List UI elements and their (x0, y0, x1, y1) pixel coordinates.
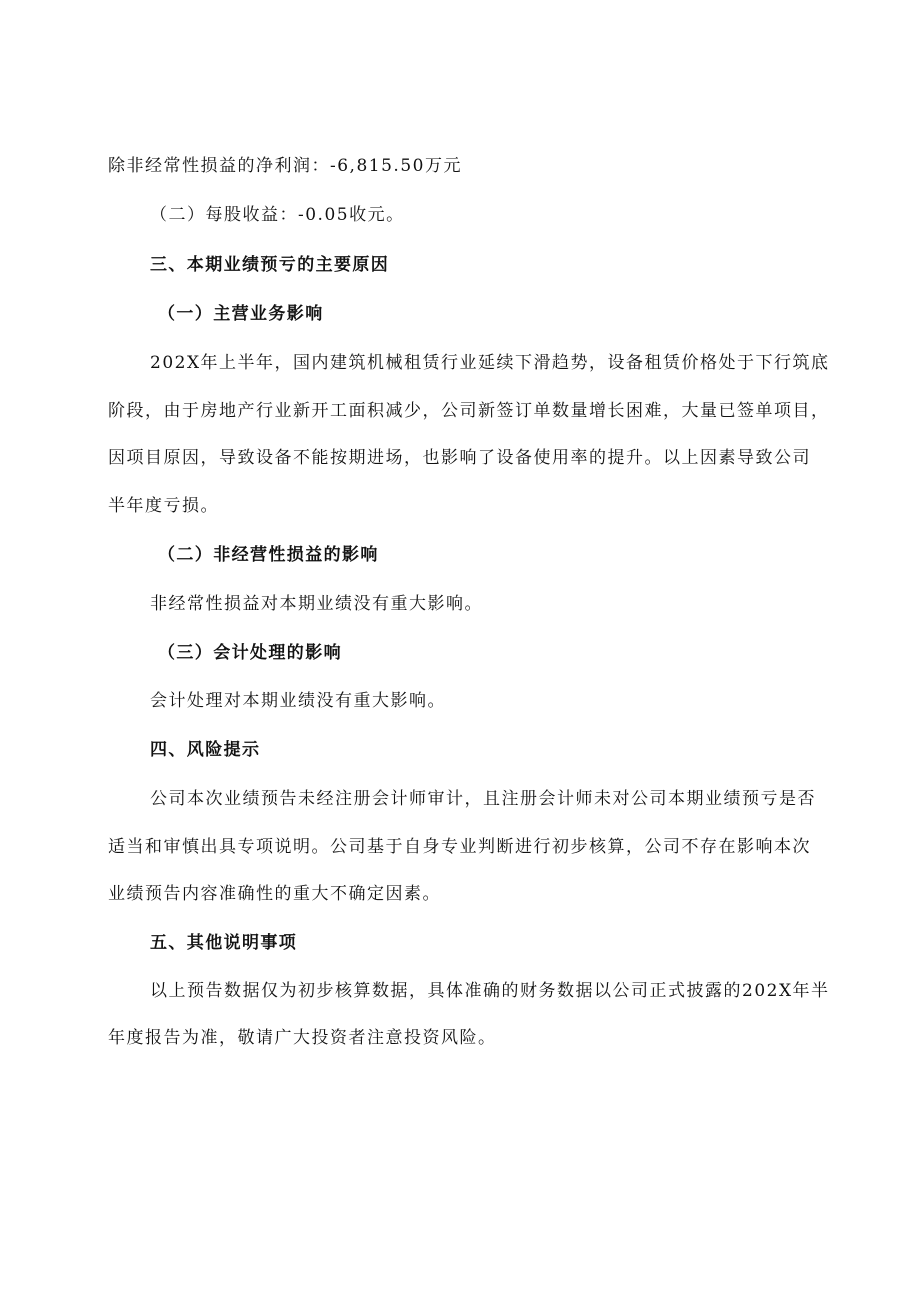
section-3-3-title: （三）会计处理的影响 (158, 643, 342, 663)
section-3-1-paragraph-line-1: 202X年上半年，国内建筑机械租赁行业延续下滑趋势，设备租赁价格处于下行筑底 (150, 353, 830, 373)
section-5-paragraph-line-1: 以上预告数据仅为初步核算数据，具体准确的财务数据以公司正式披露的202X年半 (150, 981, 830, 1001)
section-5-title: 五、其他说明事项 (150, 933, 298, 953)
section-3-3-paragraph: 会计处理对本期业绩没有重大影响。 (150, 691, 446, 711)
section-4-paragraph-line-2: 适当和审慎出具专项说明。公司基于自身专业判断进行初步核算，公司不存在影响本次 (108, 837, 811, 857)
section-3-1-title: （一）主营业务影响 (158, 304, 324, 324)
section-4-paragraph-line-3: 业绩预告内容准确性的重大不确定因素。 (108, 884, 441, 904)
section-3-2-title: （二）非经营性损益的影响 (158, 545, 379, 565)
net-profit-line: 除非经常性损益的净利润：-6,815.50万元 (108, 156, 462, 176)
section-3-1-paragraph-line-3: 因项目原因，导致设备不能按期进场，也影响了设备使用率的提升。以上因素导致公司 (108, 448, 811, 468)
eps-line: （二）每股收益：-0.05收元。 (150, 205, 405, 225)
section-3-title: 三、本期业绩预亏的主要原因 (150, 255, 390, 275)
section-4-title: 四、风险提示 (150, 740, 261, 760)
section-3-1-paragraph-line-2: 阶段，由于房地产行业新开工面积减少，公司新签订单数量增长困难，大量已签单项目， (108, 401, 830, 421)
section-3-2-paragraph: 非经常性损益对本期业绩没有重大影响。 (150, 594, 483, 614)
section-4-paragraph-line-1: 公司本次业绩预告未经注册会计师审计，且注册会计师未对公司本期业绩预亏是否 (150, 789, 816, 809)
section-3-1-paragraph-line-4: 半年度亏损。 (108, 496, 219, 516)
section-5-paragraph-line-2: 年度报告为准，敬请广大投资者注意投资风险。 (108, 1028, 497, 1048)
